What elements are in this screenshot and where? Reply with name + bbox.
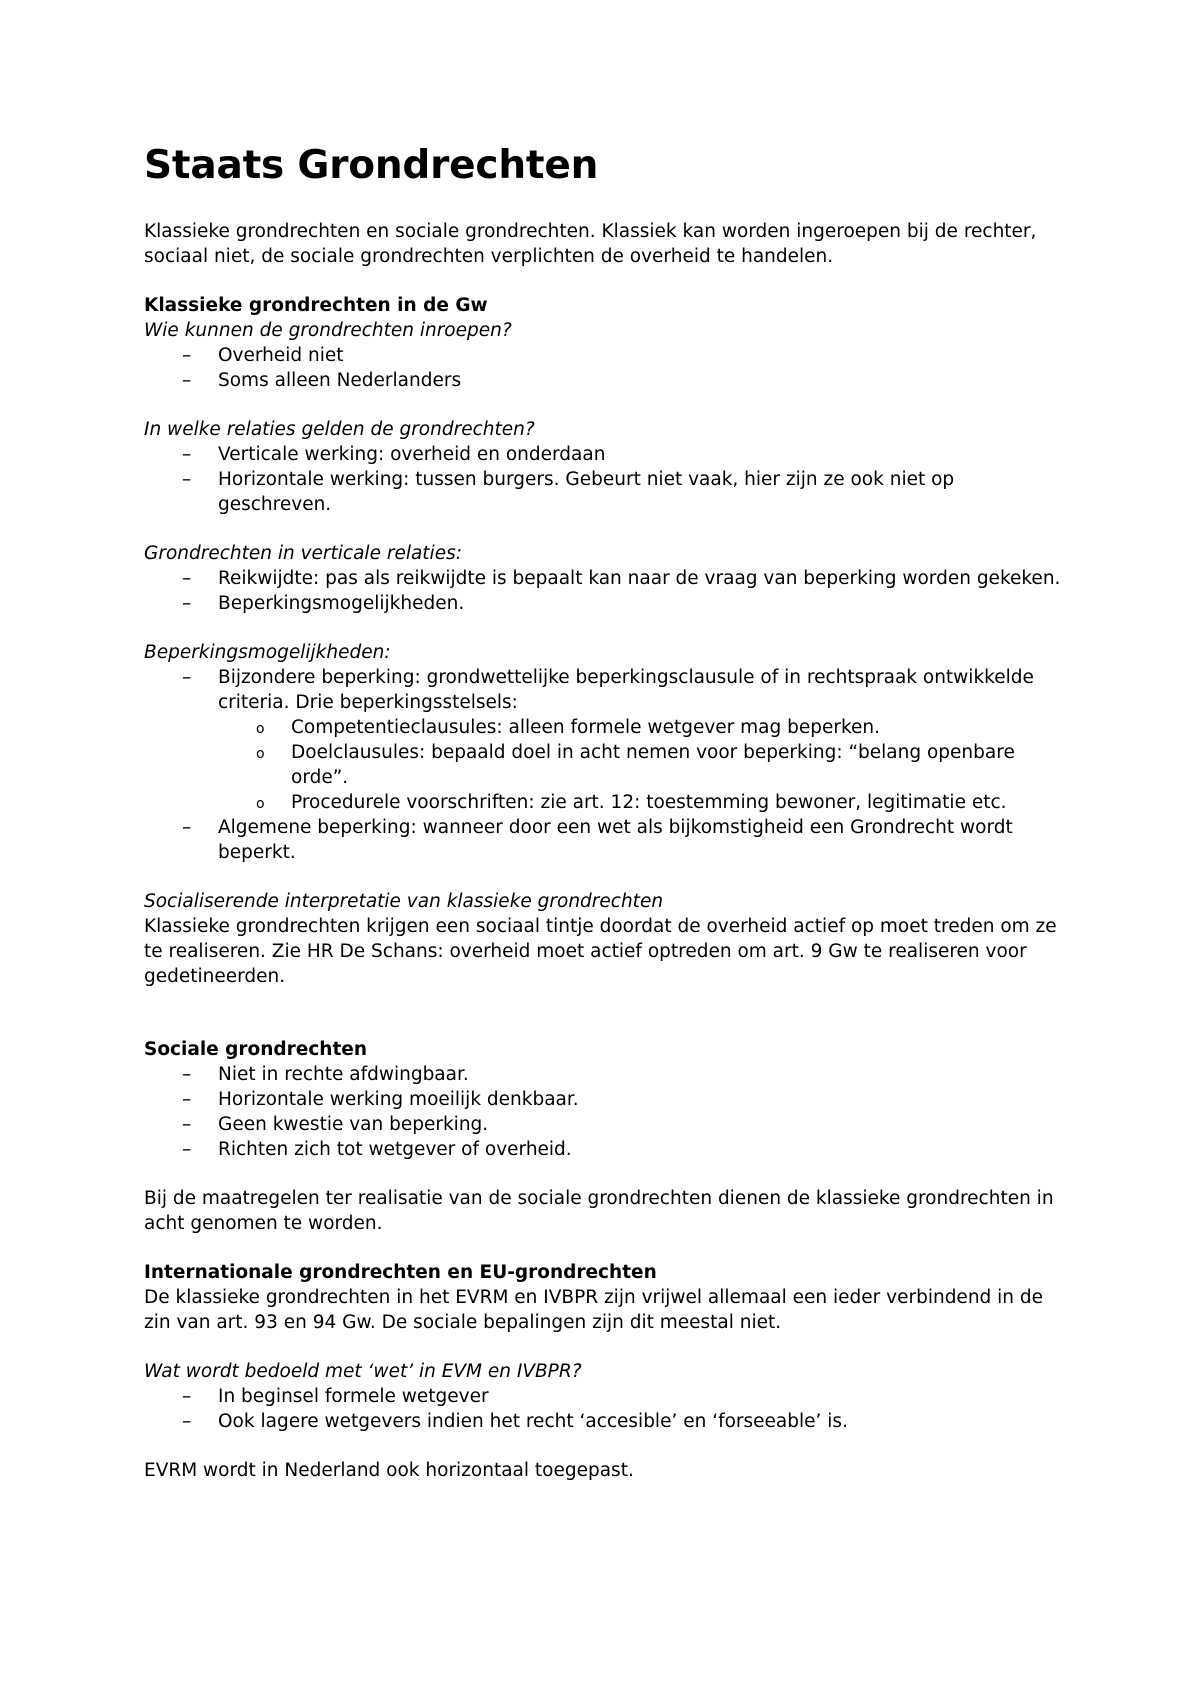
question-heading: In welke relaties gelden de grondrechten? xyxy=(144,419,535,440)
page-title: Staats Grondrechten xyxy=(144,143,599,188)
list-item: – Niet in rechte afdwingbaar. xyxy=(144,1062,1064,1087)
body-paragraph: Bij de maatregelen ter realisatie van de sociale grondrechten dienen de klassieke grondrechten in acht genomen te worden. xyxy=(144,1188,1054,1234)
intro-paragraph: Klassieke grondrechten en sociale grondrechten. Klassiek kan worden ingeroepen bij de rechter, sociaal niet, de sociale grondrechten verplichten de overheid te handelen. xyxy=(144,221,1037,267)
list-item: – Beperkingsmogelijkheden. xyxy=(144,591,1064,616)
document-body xyxy=(144,143,1064,1483)
sub-list-item: o Procedurele voorschriften: zie art. 12: toestemming bewoner, legitimatie etc. xyxy=(144,790,1064,815)
list-item: – In beginsel formele wetgever xyxy=(144,1384,1064,1409)
list-item: – Horizontale werking: tussen burgers. Gebeurt niet vaak, hier zijn ze ook niet op geschreven. xyxy=(144,467,1064,517)
question-heading: Beperkingsmogelijkheden: xyxy=(144,642,391,663)
sub-list-item: o Competentieclausules: alleen formele wetgever mag beperken. xyxy=(144,715,1064,740)
question-heading: Grondrechten in verticale relaties: xyxy=(144,543,462,564)
bullet-list xyxy=(144,343,1064,393)
list-item: – Horizontale werking moeilijk denkbaar. xyxy=(144,1087,1064,1112)
section-heading-sociaal: Sociale grondrechten xyxy=(144,1039,368,1060)
sub-list-item: o Doelclausules: bepaald doel in acht nemen voor beperking: “belang openbare orde”. xyxy=(144,740,1064,790)
question-heading: Wie kunnen de grondrechten inroepen? xyxy=(144,320,512,341)
list-item: – Verticale werking: overheid en onderdaan xyxy=(144,442,1064,467)
list-item: – Soms alleen Nederlanders xyxy=(144,368,1064,393)
list-item: – Richten zich tot wetgever of overheid. xyxy=(144,1137,1064,1162)
list-item: – Bijzondere beperking: grondwettelijke beperkingsclausule of in rechtspraak ontwikkelde criteria. Drie beperkingsstelsels: xyxy=(144,665,1064,715)
bullet-list xyxy=(144,566,1064,616)
closing-paragraph: EVRM wordt in Nederland ook horizontaal toegepast. xyxy=(144,1460,634,1481)
section-heading-internationaal: Internationale grondrechten en EU-grondrechten xyxy=(144,1262,657,1283)
bullet-list xyxy=(144,1062,1064,1162)
list-item: – Reikwijdte: pas als reikwijdte is bepaalt kan naar de vraag van beperking worden gekeken. xyxy=(144,566,1064,591)
section-heading-klassiek: Klassieke grondrechten in de Gw xyxy=(144,295,488,316)
bullet-list xyxy=(144,1384,1064,1434)
list-item: – Ook lagere wetgevers indien het recht ‘accesible’ en ‘forseeable’ is. xyxy=(144,1409,1064,1434)
question-heading: Socialiserende interpretatie van klassieke grondrechten xyxy=(144,891,664,912)
list-item: – Algemene beperking: wanneer door een wet als bijkomstigheid een Grondrecht wordt beperkt. xyxy=(144,815,1064,865)
body-paragraph: De klassieke grondrechten in het EVRM en IVBPR zijn vrijwel allemaal een ieder verbindend in de zin van art. 93 en 94 Gw. De sociale bepalingen zijn dit meestal niet. xyxy=(144,1287,1044,1333)
body-paragraph: Klassieke grondrechten krijgen een sociaal tintje doordat de overheid actief op moet treden om ze te realiseren. Zie HR De Schans: overheid moet actief optreden om art. 9 Gw te realiseren voor gedetineerden. xyxy=(144,916,1057,987)
bullet-list xyxy=(144,442,1064,517)
list-item: – Geen kwestie van beperking. xyxy=(144,1112,1064,1137)
bullet-list xyxy=(144,665,1064,865)
question-heading: Wat wordt bedoeld met ‘wet’ in EVM en IVBPR? xyxy=(144,1361,582,1382)
list-item: – Overheid niet xyxy=(144,343,1064,368)
